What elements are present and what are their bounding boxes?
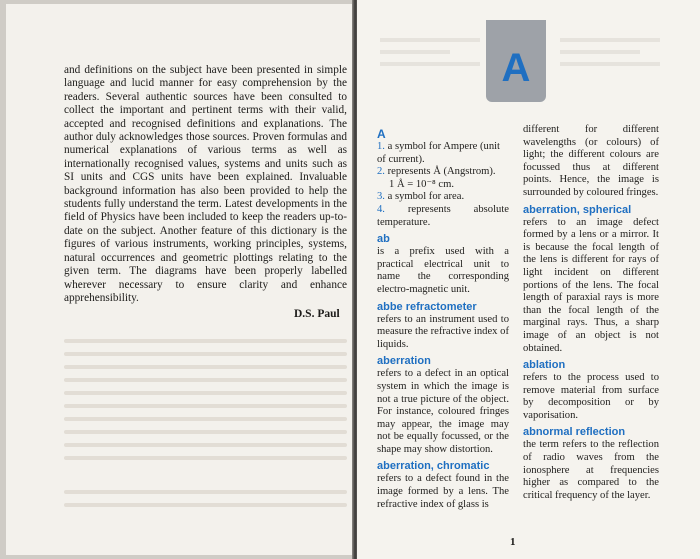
entry-definition: refers to an instrument used to measure the refractive index of liquids. [377, 313, 509, 350]
entry-term: A [377, 127, 386, 141]
definition-item: 2. represents Å (Angstrom). [377, 166, 496, 178]
dictionary-column-2 [523, 124, 659, 502]
definition-item: 4. represents absolute temperature. [377, 203, 509, 228]
definition-item: 1 Å = 10⁻⁸ cm. [389, 178, 454, 190]
definition-item: 3. a symbol for area. [377, 191, 465, 203]
entry-definition: refers to a defect in an optical system in which the image is not a true picture of the object. For instance, coloured fringes may appear, the image may not be equally focussed, or the shape may show distortion. [377, 368, 509, 455]
entry-definition: refers to a defect found in the image formed by a lens. The refractive index of glass is [377, 473, 509, 510]
entry-definition: refers to the process used to remove material from surface by decomposition or by vaporisation. [523, 372, 659, 421]
entry-term: aberration, spherical [523, 203, 632, 216]
entry-term: aberration [377, 355, 431, 368]
entry-definition-list [377, 141, 509, 229]
letter-tab [486, 20, 546, 102]
show-through-top-right [560, 30, 660, 74]
entry-term: abbe refractometer [377, 300, 477, 313]
entry-definition-continued: different for different wavelengths (or colours) of light; the different colours are focussed thus at different points. Hence, the image is surrounded by coloured fringes. [523, 124, 659, 198]
show-through-text [64, 330, 347, 516]
definition-item: 1. a symbol for Ampere (unit of current). [377, 141, 500, 165]
entry-term: abnormal reflection [523, 426, 626, 439]
entry-term: aberration, chromatic [377, 460, 490, 473]
letter-tab-label: A [501, 46, 531, 90]
preface-text: and definitions on the subject have been presented in simple language and lucid manner for easy comprehension by the readers. Several authentic sources have been consulted to collect the important and pertinent terms with their valid, accepted and recognised definitions and explanations. The author duly acknowledges those sources. Proven formulas and numerical explanations of various terms as well as internationally recognised values, systems and units such as SI units and CGS units have been explained. Invaluable background information has also been provided to help the students fully understand the term. Latest developments in the field of Physics have been included to keep the readers up-to-date on the subject. Another feature of this dictionary is the figures of various instruments, working principles, systems, natural occurrences and geometric plottings relating to the given term. The diagrams have been properly labelled wherever necessary to ensure clarity and enhance apprehensibility. [64, 64, 347, 304]
show-through-top-left [380, 30, 480, 74]
author-signature: D.S. Paul [294, 308, 340, 320]
entry-term: ablation [523, 359, 566, 372]
entry-definition: refers to an image defect formed by a lens or a mirror. It is because the focal length of the lens is different for rays of light incident on different portions of the lens. The focal length of paraxial rays is more than the focal length of the marginal rays. Thus, a sharp image of an object is not obtained. [523, 216, 659, 354]
entry-definition: is a prefix used with a practical electrical unit to name the corresponding electro-magnetic unit. [377, 246, 509, 295]
entry-definition: the term refers to the reflection of radio waves from the ionosphere at frequencies higher as compared to the critical frequency of the layer. [523, 439, 659, 501]
page-number: 1 [510, 536, 516, 548]
dictionary-column-1 [377, 124, 509, 511]
entry-term: ab [377, 233, 390, 246]
